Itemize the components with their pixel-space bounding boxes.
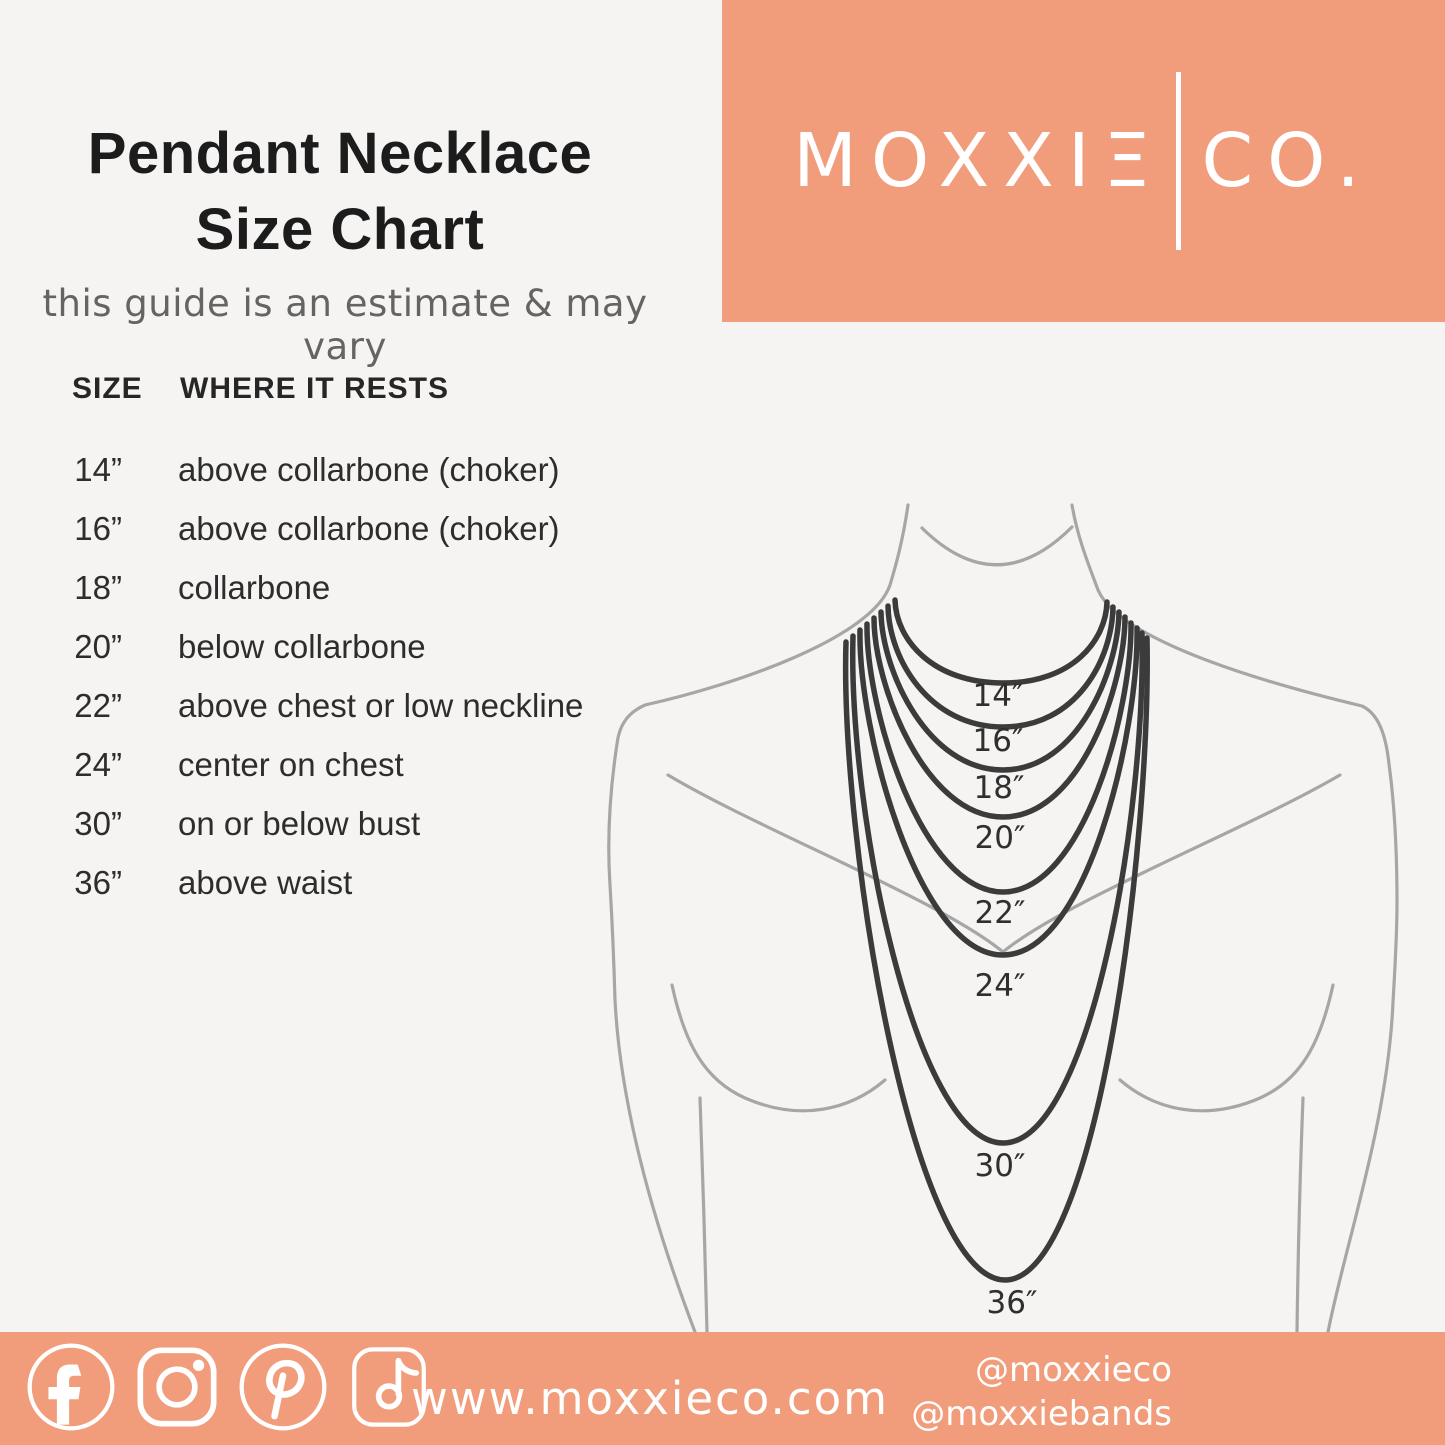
social-handles (911, 1348, 1172, 1436)
row-size: 36” (74, 864, 122, 901)
row-rest: above chest or low neckline (178, 687, 584, 724)
row-size: 20” (74, 628, 122, 665)
row-rest: above waist (178, 864, 353, 901)
footer-bar (0, 1332, 1445, 1445)
row-rest: above collarbone (choker) (178, 451, 560, 488)
brand-logo (793, 72, 1374, 250)
logo-wordmark-left: MOXXIΞ (793, 118, 1165, 204)
size-table-header (0, 372, 722, 408)
rest-column-header: WHERE IT RESTS (180, 372, 450, 405)
chain-label-36: 36″ (986, 1285, 1038, 1321)
chain-label-14: 14″ (972, 678, 1024, 714)
row-rest: collarbone (178, 569, 331, 606)
row-size: 24” (74, 746, 122, 783)
chain-14 (895, 600, 1107, 683)
page-title-line1: Pendant Necklace (87, 121, 593, 186)
row-size: 14” (74, 451, 122, 488)
left-inner-arm (700, 1098, 707, 1332)
chain-label-16: 16″ (972, 723, 1024, 759)
chain-label-18: 18″ (973, 770, 1025, 806)
row-size: 30” (74, 805, 122, 842)
page-title-line2: Size Chart (195, 197, 485, 262)
handle-primary: @moxxieco (975, 1350, 1172, 1390)
chain-labels (972, 678, 1037, 1321)
chain-label-30: 30″ (974, 1148, 1026, 1184)
left-shoulder-arm (609, 505, 908, 1332)
pinterest-icon[interactable] (236, 1340, 330, 1434)
neck-front-curve (922, 527, 1072, 565)
logo-wordmark-right: CO. (1201, 118, 1374, 204)
chain-label-22: 22″ (974, 895, 1026, 931)
left-breast-curve (672, 985, 885, 1111)
row-size: 22” (74, 687, 122, 724)
size-column-header: SIZE (72, 372, 143, 405)
right-breast-curve (1120, 985, 1333, 1111)
right-inner-arm (1297, 1098, 1303, 1332)
row-size: 16” (74, 510, 122, 547)
instagram-icon[interactable] (130, 1340, 224, 1434)
page-subtitle: this guide is an estimate & may vary (42, 282, 648, 368)
social-icons (24, 1340, 436, 1434)
row-rest: on or below bust (178, 805, 421, 842)
right-shoulder-arm (1072, 505, 1397, 1332)
facebook-icon[interactable] (24, 1340, 118, 1434)
row-rest: above collarbone (choker) (178, 510, 560, 547)
chain-label-20: 20″ (974, 820, 1026, 856)
row-rest: below collarbone (178, 628, 426, 665)
row-size: 18” (74, 569, 122, 606)
logo-divider (1176, 72, 1181, 250)
handle-secondary: @moxxiebands (911, 1394, 1172, 1434)
website-url: www.moxxieco.com (411, 1372, 889, 1425)
page-title (0, 116, 680, 268)
chain-label-24: 24″ (974, 968, 1026, 1004)
necklace-figure-svg (600, 480, 1445, 1332)
brand-logo-block (722, 0, 1445, 322)
row-rest: center on chest (178, 746, 404, 783)
